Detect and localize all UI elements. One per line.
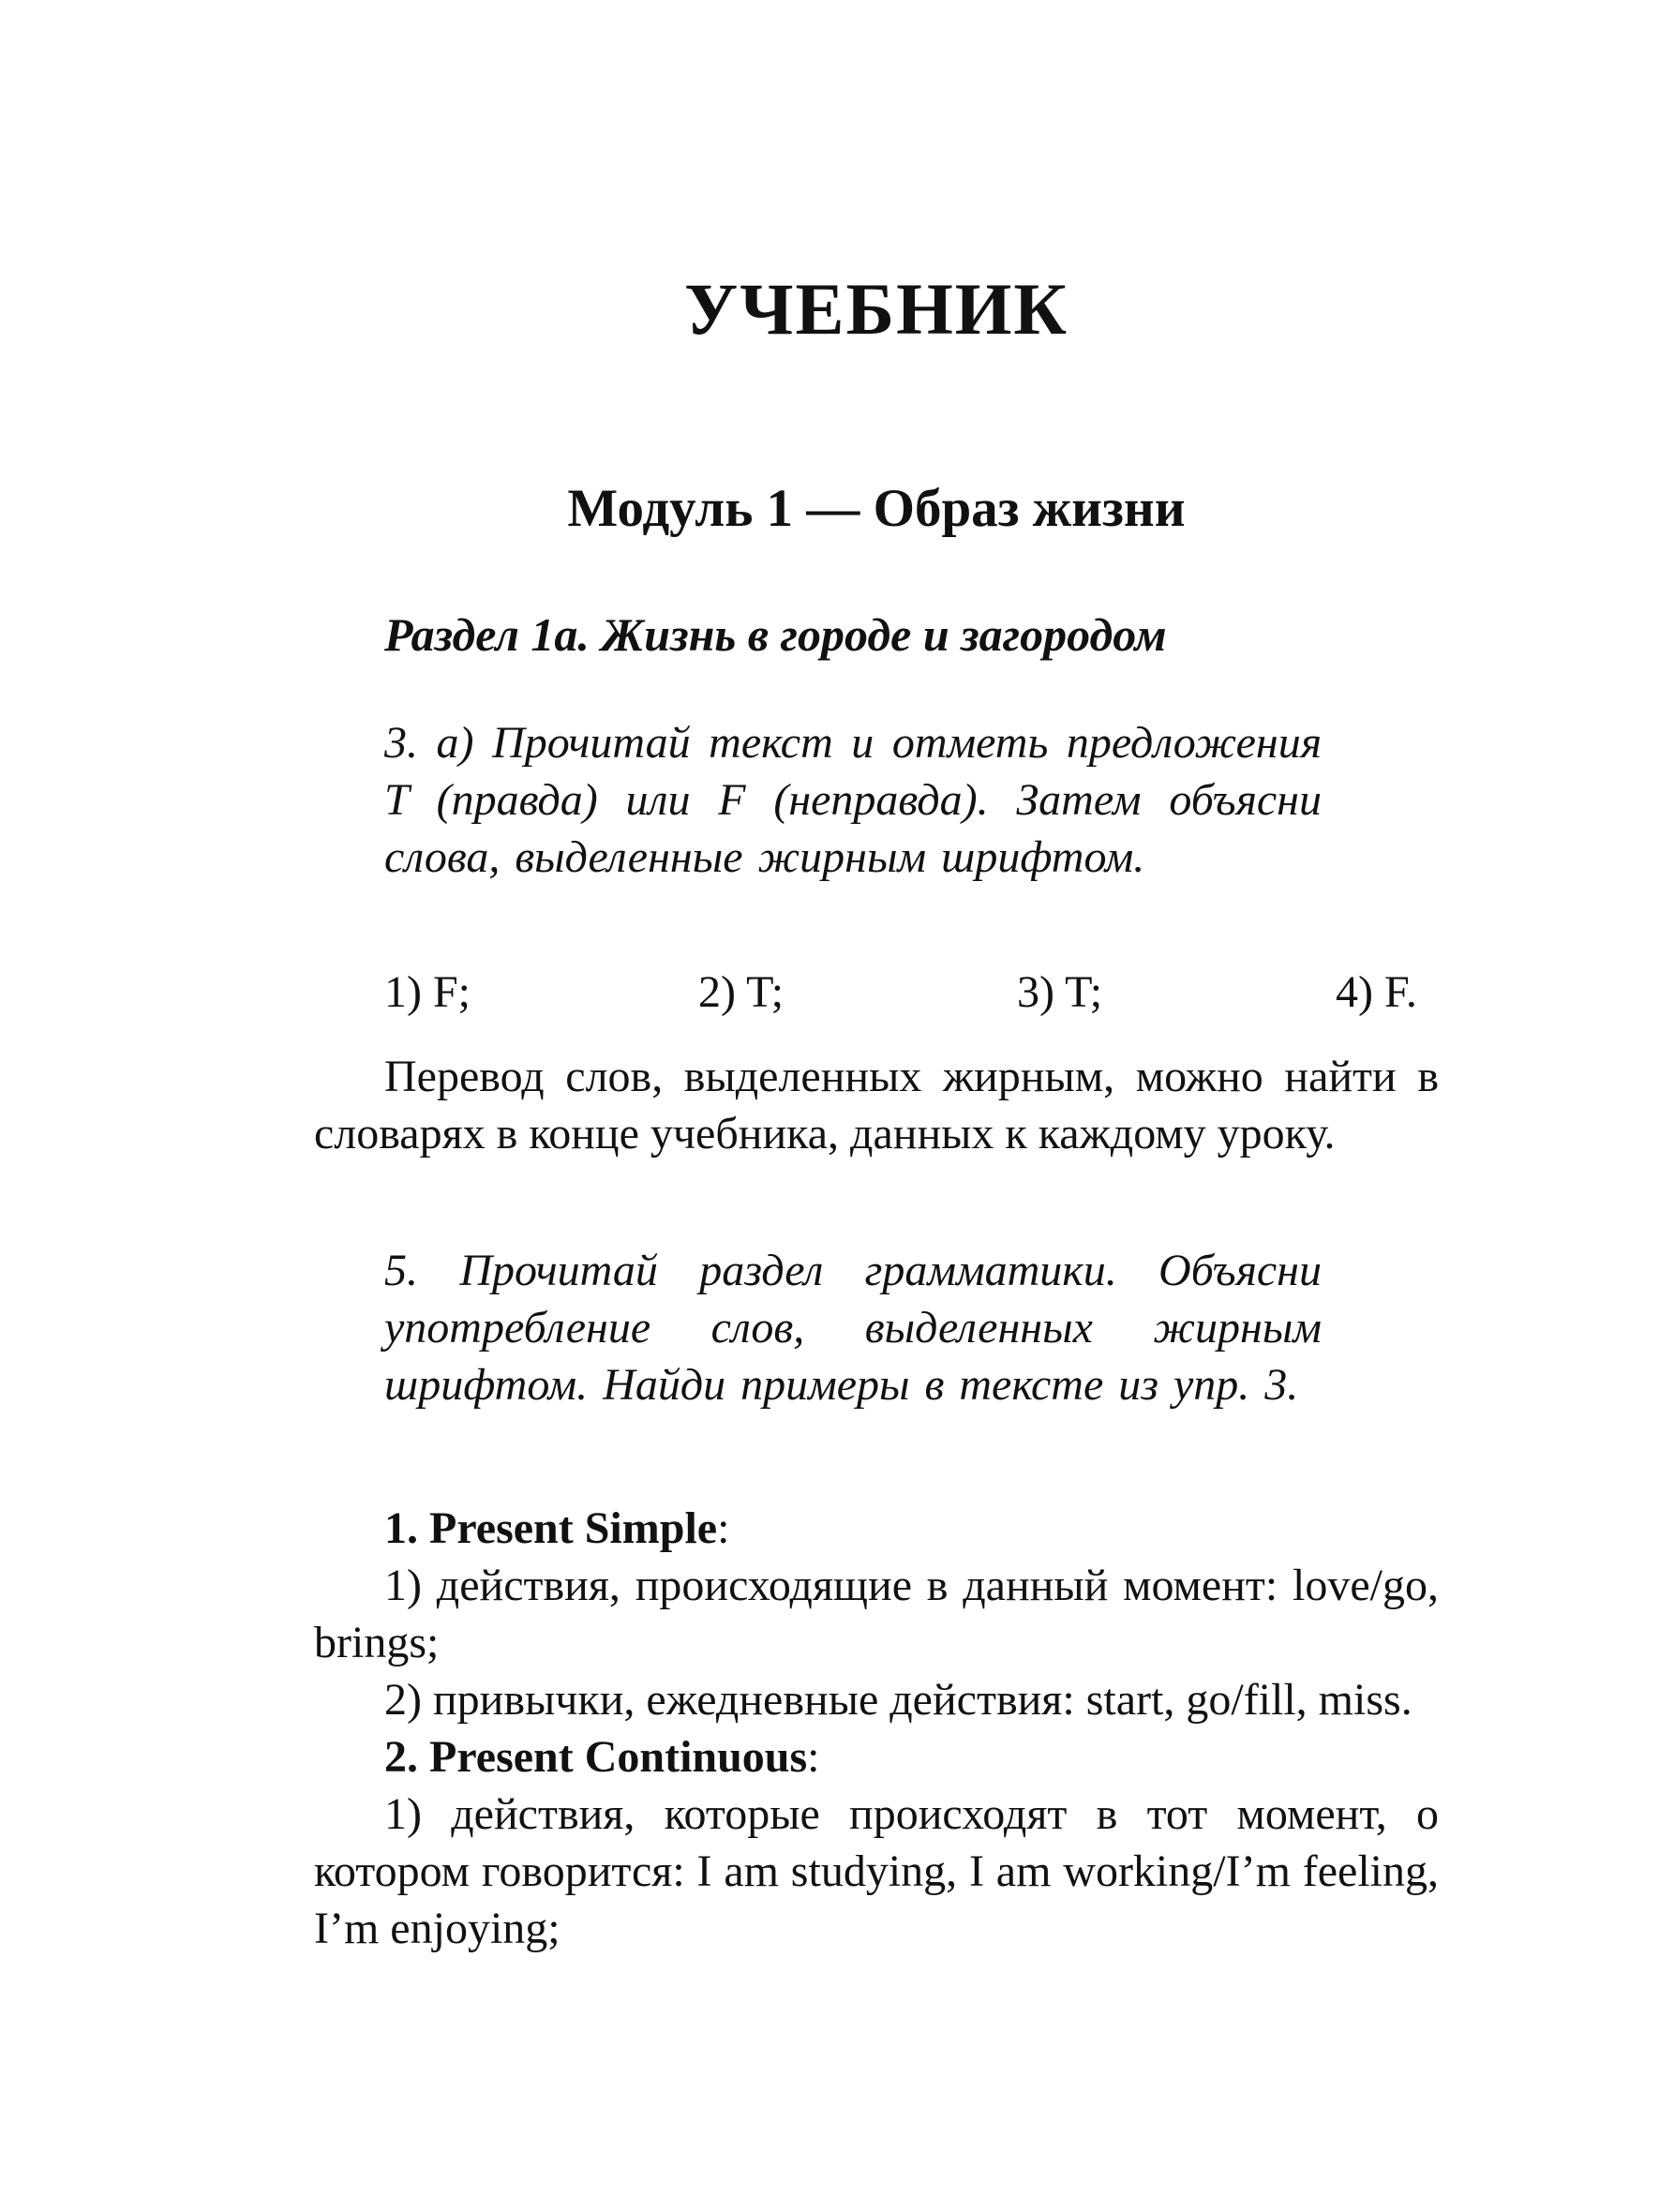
present-simple-item-2: 2) привычки, ежедневные действия: start, go/fill, miss. [384,1675,1412,1725]
present-simple-heading [314,1500,1439,1557]
task-3-instruction: 3. а) Прочитай текст и отметь предложения T (правда) или F (неправда). Затем объясни слова, выделенные жирным шрифтом. [384,718,1322,882]
answer-4: 4) F. [1336,967,1417,1017]
grammar-section [314,1500,1439,1957]
module-title: Модуль 1 — Образ жизни [567,479,1186,538]
present-simple-colon: : [717,1503,730,1553]
present-simple-item-1: 1) действия, происходящие в данный момент: love/go, brings; [314,1561,1439,1667]
present-continuous-heading [314,1728,1439,1786]
vocabulary-note: Перевод слов, выделенных жирным, можно найти в словарях в конце учебника, данных к каждому уроку. [314,1052,1439,1158]
present-continuous-colon: : [807,1732,820,1782]
answer-2: 2) T; [698,967,785,1017]
task-5-instruction: 5. Прочитай раздел грамматики. Объясни употребление слов, выделенных жирным шрифтом. Найди примеры в тексте из упр. 3. [384,1246,1322,1410]
present-simple-heading-text: 1. Present Simple [384,1503,718,1553]
answer-3: 3) T; [1017,967,1103,1017]
answer-1: 1) F; [384,967,471,1017]
section-title: Раздел 1а. Жизнь в городе и загородом [384,608,1167,661]
page-title: УЧЕБНИК [684,268,1069,350]
present-continuous-item-1: 1) действия, которые происходят в тот момент, о котором говорится: I am studying, I am working/I’m feeling, I’m enjoying; [314,1789,1439,1953]
present-continuous-heading-text: 2. Present Continuous [384,1732,808,1782]
textbook-page [314,0,1439,2212]
